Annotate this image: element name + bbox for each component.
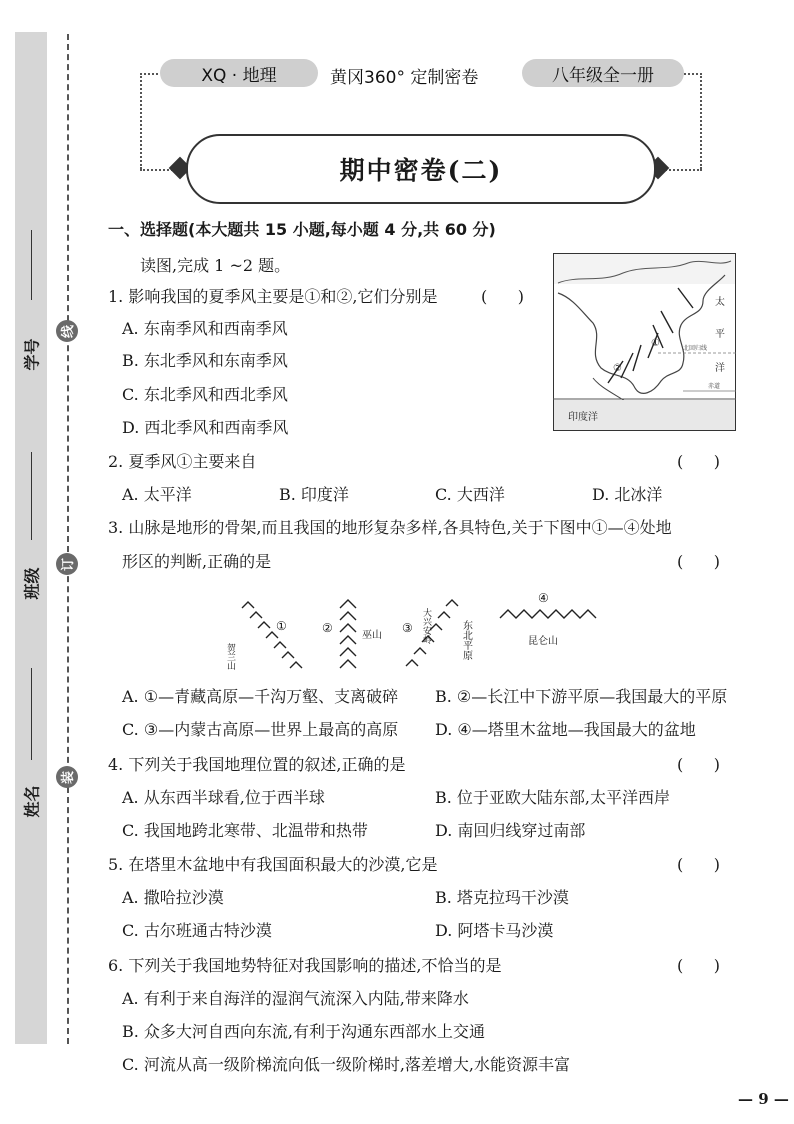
- q3-answer-blank[interactable]: ( ): [677, 552, 720, 571]
- q4-option-c: C. 我国地跨北寒带、北温带和热带: [122, 821, 368, 840]
- q3-option-c: C. ③—内蒙古高原—世界上最高的高原: [122, 720, 399, 739]
- q5-option-a: A. 撒哈拉沙漠: [122, 888, 224, 907]
- name-line: [31, 668, 32, 760]
- q4-answer-blank[interactable]: ( ): [677, 755, 720, 774]
- q5-stem: 5. 在塔里木盆地中有我国面积最大的沙漠,它是: [108, 855, 438, 874]
- mountain-label-4: ④: [538, 591, 549, 605]
- q5-option-c: C. 古尔班通古特沙漠: [122, 921, 272, 940]
- q6-stem: 6. 下列关于我国地势特征对我国影响的描述,不恰当的是: [108, 956, 502, 975]
- q2-answer-blank[interactable]: ( ): [677, 452, 720, 471]
- mountain-figure: [225, 588, 610, 678]
- q6-answer-blank[interactable]: ( ): [677, 956, 720, 975]
- q5-answer-blank[interactable]: ( ): [677, 855, 720, 874]
- mountain-label-northeast-plain: 东北平原: [460, 620, 472, 660]
- q2-option-c: C. 大西洋: [435, 485, 505, 504]
- q4-option-b: B. 位于亚欧大陆东部,太平洋西岸: [435, 788, 671, 807]
- mountain-label-wushan: 巫山: [362, 630, 382, 641]
- section-intro: 读图,完成 1 ~2 题。: [140, 256, 291, 275]
- header-dotted-left: [140, 73, 158, 75]
- q6-option-c: C. 河流从高一级阶梯流向低一级阶梯时,落差增大,水能资源丰富: [122, 1055, 571, 1074]
- map-label-1: ①: [651, 338, 660, 349]
- q2-option-b: B. 印度洋: [279, 485, 349, 504]
- map-label-indian-ocean: 印度洋: [568, 412, 598, 423]
- student-no-label: 学号: [22, 338, 42, 371]
- subject-pill: XQ · 地理: [160, 59, 318, 87]
- map-label-equator: 赤道: [708, 383, 721, 390]
- q3-stem-cont: 形区的判断,正确的是: [122, 552, 272, 571]
- title-banner: [186, 134, 656, 204]
- header-dotted-right-v: [700, 73, 702, 169]
- q4-stem: 4. 下列关于我国地理位置的叙述,正确的是: [108, 755, 406, 774]
- q6-option-b: B. 众多大河自西向东流,有利于沟通东西部水上交通: [122, 1022, 486, 1041]
- q3-stem: 3. 山脉是地形的骨架,而且我国的地形复杂多样,各具特色,关于下图中①—④处地: [108, 518, 672, 537]
- q4-option-a: A. 从东西半球看,位于西半球: [122, 788, 325, 807]
- map-label-ping: 平: [715, 329, 725, 340]
- map-label-tropic: 北回归线: [683, 345, 708, 352]
- page-title: 期中密卷(二): [339, 156, 503, 185]
- q2-option-d: D. 北冰洋: [592, 485, 663, 504]
- mountain-label-2: ②: [322, 621, 333, 635]
- q1-option-b: B. 东北季风和东南季风: [122, 351, 288, 370]
- binding-mark-staple: 订: [56, 553, 78, 575]
- q5-option-d: D. 阿塔卡马沙漠: [435, 921, 554, 940]
- map-label-tai: 太: [715, 297, 725, 308]
- q2-stem: 2. 夏季风①主要来自: [108, 452, 257, 471]
- student-no-line: [31, 230, 32, 300]
- q5-option-b: B. 塔克拉玛干沙漠: [435, 888, 569, 907]
- page-number: — 9 —: [738, 1090, 789, 1108]
- mountain-label-1: ①: [276, 619, 287, 633]
- mountain-label-kunlun: 昆仑山: [528, 636, 558, 647]
- q1-answer-blank[interactable]: ( ): [481, 287, 524, 306]
- q1-stem: 1. 影响我国的夏季风主要是①和②,它们分别是: [108, 287, 438, 306]
- q3-option-d: D. ④—塔里木盆地—我国最大的盆地: [435, 720, 696, 739]
- q3-option-b: B. ②—长江中下游平原—我国最大的平原: [435, 687, 728, 706]
- series-title: 黄冈360° 定制密卷: [330, 68, 479, 88]
- binding-mark-line: 线: [56, 320, 78, 342]
- q4-option-d: D. 南回归线穿过南部: [435, 821, 586, 840]
- name-label: 姓名: [22, 785, 42, 818]
- q2-option-a: A. 太平洋: [122, 485, 192, 504]
- map-label-yang: 洋: [715, 363, 725, 374]
- q1-option-d: D. 西北季风和西南季风: [122, 418, 289, 437]
- cut-line: [67, 34, 69, 1044]
- class-label: 班级: [22, 567, 42, 600]
- mountain-label-daxinganling: 大兴安岭: [421, 608, 431, 644]
- mountain-label-helan: 贺兰山: [225, 643, 235, 670]
- binding-mark-bind: 装: [56, 766, 78, 788]
- header-dotted-left-v: [140, 73, 142, 169]
- asia-monsoon-map: [553, 253, 736, 431]
- grade-pill: 八年级全一册: [522, 59, 684, 87]
- q1-option-a: A. 东南季风和西南季风: [122, 319, 288, 338]
- q1-option-c: C. 东北季风和西北季风: [122, 385, 288, 404]
- section-heading: 一、选择题(本大题共 15 小题,每小题 4 分,共 60 分): [108, 220, 496, 239]
- class-line: [31, 452, 32, 540]
- map-label-2: ②: [613, 363, 622, 374]
- mountain-label-3: ③: [402, 621, 413, 635]
- q6-option-a: A. 有利于来自海洋的湿润气流深入内陆,带来降水: [122, 989, 469, 1008]
- q3-option-a: A. ①—青藏高原—千沟万壑、支离破碎: [122, 687, 399, 706]
